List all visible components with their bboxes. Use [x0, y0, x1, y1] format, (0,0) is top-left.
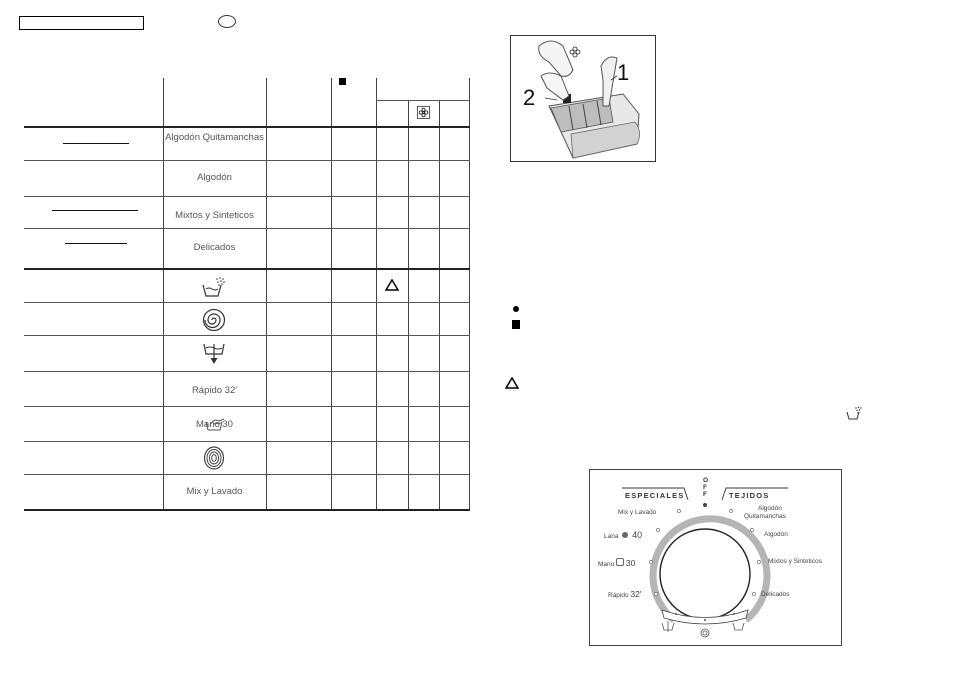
- dial-label-lana: [604, 531, 642, 541]
- off-letter: F: [703, 484, 707, 491]
- especiales-heading: ESPECIALES: [625, 491, 685, 500]
- mano-temp: 30: [625, 558, 636, 568]
- table-row-line: [24, 126, 470, 128]
- dial-label-delicados: Delicados: [761, 591, 790, 598]
- program-cell: Algodón: [197, 172, 232, 183]
- detergent-drawer-figure: [510, 35, 656, 162]
- mano-text: Mano: [598, 561, 615, 568]
- dial-label-rapido: [608, 590, 642, 600]
- program-dial-panel: [589, 469, 842, 646]
- table-col-line: [408, 100, 409, 511]
- tejidos-heading: TEJIDOS: [729, 491, 770, 500]
- flower-softener-icon: [417, 106, 430, 119]
- algodon-text: Algodón: [758, 505, 782, 512]
- table-row-line: [24, 268, 470, 270]
- rapido-text: Rápido: [608, 592, 629, 599]
- dial-label-mano: [598, 558, 635, 569]
- hand-wash-icon: [616, 558, 624, 566]
- hand-wash-icon: [205, 417, 225, 431]
- table-col-line: [266, 78, 267, 511]
- table-col-line: [331, 78, 332, 511]
- bullet-icon: [513, 306, 519, 312]
- quitamanchas-text: Quitamanchas: [744, 513, 786, 520]
- table-row-line: [24, 406, 470, 407]
- program-cell: Mixtos y Sinteticos: [175, 210, 254, 221]
- table-row-line: [24, 196, 470, 197]
- program-cell: Mix y Lavado: [186, 486, 243, 497]
- callout-1: 1: [617, 60, 630, 85]
- softener-rinse-icon: [201, 276, 227, 298]
- table-col-line: [376, 78, 377, 511]
- table-row-line: [24, 371, 470, 372]
- square-icon: [339, 78, 346, 85]
- table-row-line: [24, 302, 470, 303]
- table-row-line: [24, 474, 470, 475]
- wool-icon: [203, 446, 225, 470]
- dial-label-algodon: Algodón: [764, 531, 788, 538]
- table-row-line: [24, 160, 470, 161]
- blank-underline: [52, 210, 138, 211]
- softener-rinse-icon: [846, 406, 862, 420]
- square-icon: [512, 320, 520, 329]
- triangle-icon: [385, 279, 399, 291]
- table-row-line: [24, 441, 470, 442]
- spin-icon: [202, 308, 226, 332]
- table-header-subline: [376, 100, 470, 101]
- dial-label-algodon-quitamanchas: [744, 505, 786, 521]
- program-cell: Algodón Quitamanchas: [165, 132, 264, 143]
- program-cell: Delicados: [193, 242, 236, 253]
- dial-label-mix-y-lavado: Mix y Lavado: [618, 509, 657, 516]
- rapido-time: 32': [630, 589, 642, 599]
- table-row-line: [24, 335, 470, 336]
- lana-temp: 40: [632, 530, 643, 540]
- header-box: [19, 16, 144, 30]
- wool-drop-icon: [622, 532, 628, 538]
- program-cell: Rápido 32': [191, 385, 238, 396]
- language-oval: [218, 15, 236, 28]
- table-row-line: [24, 228, 470, 229]
- dial-label-mixtos: Mixtos y Sinteticos: [768, 558, 822, 565]
- blank-underline: [65, 243, 127, 244]
- blank-underline: [63, 143, 129, 144]
- table-col-line: [469, 78, 470, 511]
- program-cell: Mano 30: [196, 419, 233, 430]
- table-col-line: [439, 100, 440, 511]
- table-row-line: [24, 509, 470, 511]
- triangle-icon: [505, 377, 519, 389]
- lana-text: Lana: [604, 533, 619, 540]
- callout-2: 2: [523, 85, 536, 110]
- off-letter: O: [703, 477, 709, 484]
- drain-icon: [202, 340, 226, 366]
- off-letter: F: [703, 491, 707, 498]
